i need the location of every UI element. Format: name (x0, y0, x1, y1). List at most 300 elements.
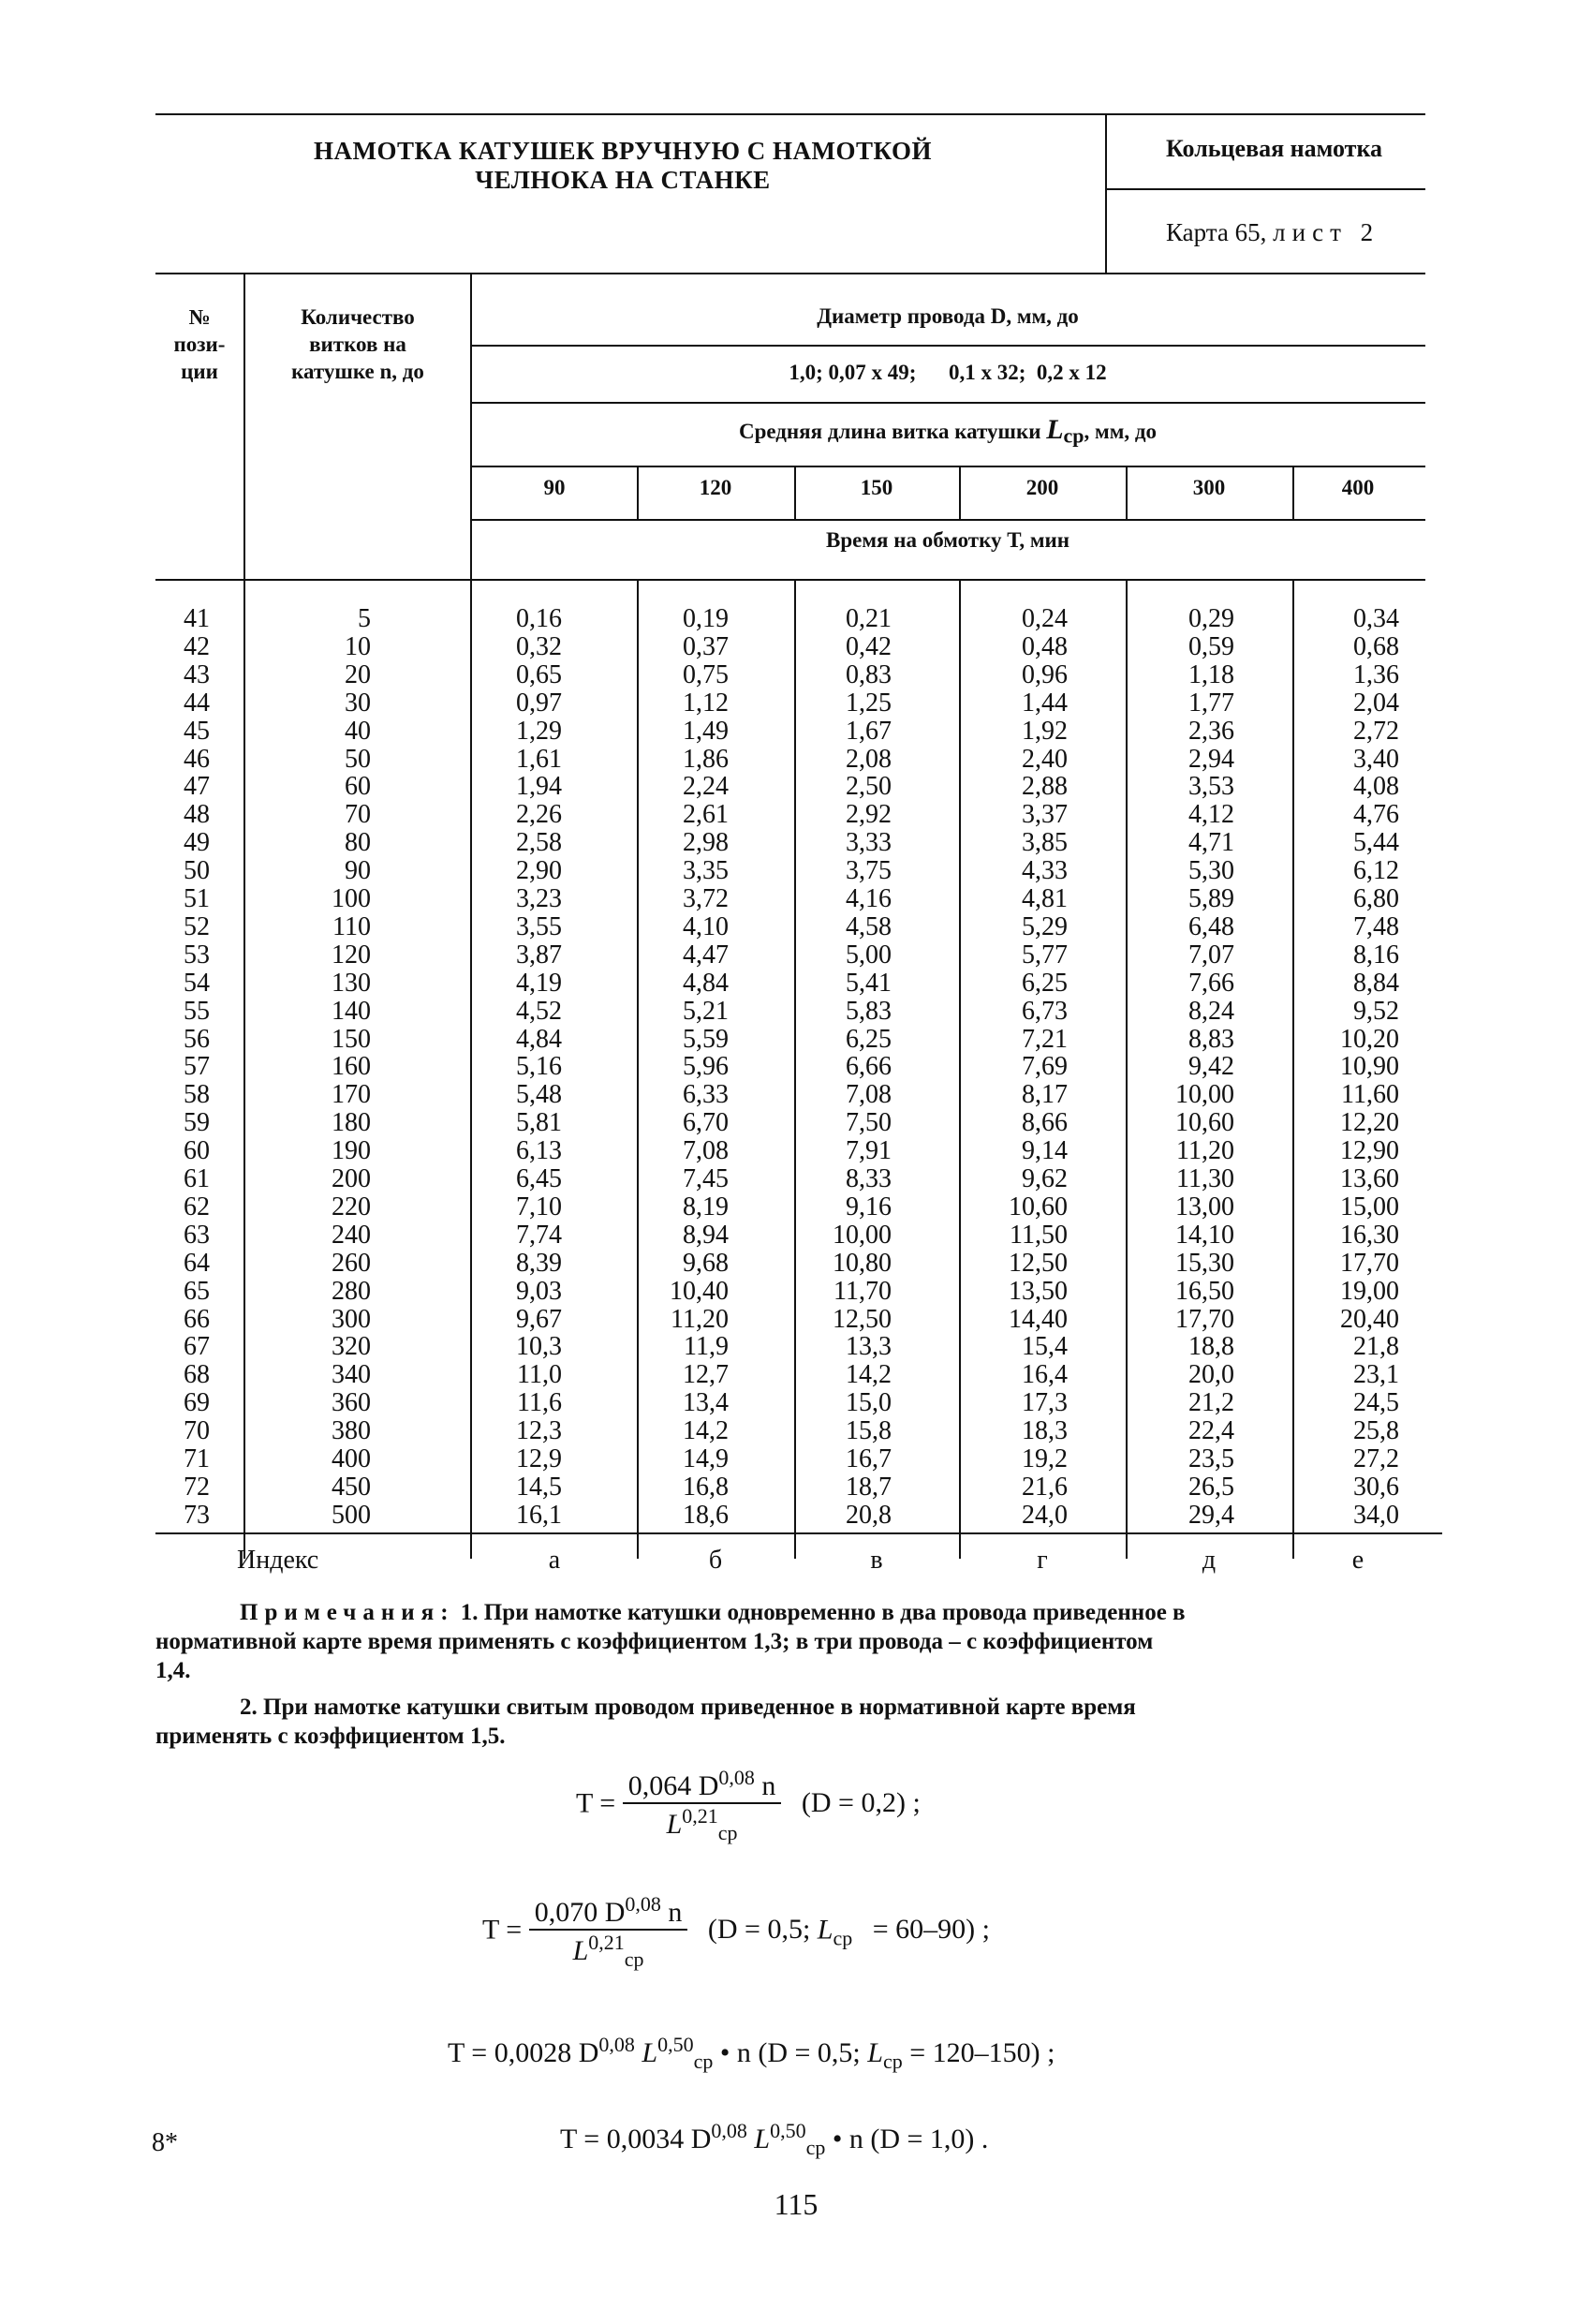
time-value: 1,25 (846, 688, 892, 718)
time-value: 15,4 (1022, 1332, 1068, 1362)
formula-2-num-tail: n (660, 1897, 683, 1928)
time-value: 8,66 (1022, 1108, 1068, 1138)
time-value: 7,08 (683, 1136, 729, 1166)
time-value: 18,6 (683, 1500, 729, 1530)
time-value: 4,52 (516, 996, 562, 1026)
time-value: 7,07 (1188, 940, 1234, 970)
note-2-text-b: применять с коэффициентом 1,5. (155, 1724, 506, 1749)
time-value: 14,10 (1175, 1220, 1234, 1250)
formula-3-text-b: • n (D = 0,5; (713, 2037, 861, 2068)
length-value: 400 (1341, 476, 1375, 499)
time-value: 10,20 (1340, 1024, 1399, 1054)
time-value: 30,6 (1353, 1472, 1399, 1502)
position-number: 41 (184, 604, 210, 633)
time-value: 4,19 (516, 968, 562, 998)
time-value: 7,91 (846, 1136, 892, 1166)
time-value: 0,48 (1022, 631, 1068, 661)
turns-count: 220 (332, 1192, 371, 1221)
index-value: в (870, 1546, 883, 1575)
time-value: 5,96 (683, 1052, 729, 1082)
index-value: г (1037, 1546, 1048, 1575)
formula-1-num-text: 0,064 D (627, 1770, 719, 1801)
position-number: 56 (184, 1024, 210, 1054)
time-value: 9,16 (846, 1192, 892, 1221)
position-number: 67 (184, 1332, 210, 1362)
time-head: Время на обмотку Т, мин (826, 528, 1069, 552)
time-value: 2,24 (683, 772, 729, 802)
turns-count: 300 (332, 1304, 371, 1334)
table-top-rule (155, 273, 1425, 274)
time-value: 13,00 (1175, 1192, 1234, 1221)
note-1-text-a: 1. При намотке катушки одновременно в два провода приведенное в (460, 1600, 1186, 1625)
header-right-rule (1107, 188, 1425, 190)
time-value: 4,84 (516, 1024, 562, 1054)
notes-label: Примечания: (240, 1600, 455, 1625)
time-value: 5,83 (846, 996, 892, 1026)
time-value: 1,61 (516, 744, 562, 774)
time-value: 5,30 (1188, 856, 1234, 886)
time-value: 8,84 (1353, 968, 1399, 998)
time-value: 12,9 (516, 1444, 562, 1473)
turns-count: 80 (345, 828, 371, 858)
time-value: 5,21 (683, 996, 729, 1026)
time-value: 3,75 (846, 856, 892, 886)
time-value: 15,00 (1340, 1192, 1399, 1221)
time-value: 2,58 (516, 828, 562, 858)
time-value: 26,5 (1188, 1472, 1234, 1502)
time-value: 15,0 (846, 1388, 892, 1418)
formula-2-fraction (529, 1892, 688, 1972)
time-value: 11,60 (1341, 1080, 1399, 1110)
turns-count: 60 (345, 772, 371, 802)
formula-4-L-sub: ср (805, 2136, 826, 2159)
turns-count: 170 (332, 1080, 371, 1110)
turns-count: 200 (332, 1164, 371, 1193)
formula-1-numerator (623, 1766, 782, 1804)
position-number: 65 (184, 1276, 210, 1306)
time-value: 3,87 (516, 940, 562, 970)
time-value: 5,81 (516, 1108, 562, 1138)
turns-count: 30 (345, 688, 371, 718)
time-value: 11,9 (684, 1332, 729, 1362)
formula-3-exp: 0,08 (598, 2033, 635, 2056)
formula-3 (448, 2033, 1055, 2074)
turns-count: 240 (332, 1220, 371, 1250)
time-value: 0,32 (516, 631, 562, 661)
col-head-position-line: пози- (173, 333, 226, 356)
turns-count: 380 (332, 1416, 371, 1446)
length-value: 90 (543, 476, 566, 499)
position-number: 58 (184, 1080, 210, 1110)
position-number: 44 (184, 688, 210, 718)
time-value: 0,97 (516, 688, 562, 718)
index-label: Индекс (237, 1546, 319, 1575)
time-value: 15,30 (1175, 1248, 1234, 1278)
formula-2-condition-b: = 60–90) ; (872, 1914, 990, 1946)
position-number: 71 (184, 1444, 210, 1473)
header-top-rule (155, 113, 1425, 115)
position-number: 66 (184, 1304, 210, 1334)
formula-2-condition-L: L (817, 1914, 833, 1946)
formula-2-den-L: L (572, 1935, 589, 1966)
position-number: 55 (184, 996, 210, 1026)
time-value: 2,26 (516, 800, 562, 830)
time-value: 0,59 (1188, 631, 1234, 661)
time-value: 14,9 (683, 1444, 729, 1473)
formula-2-lhs: T = (482, 1914, 523, 1946)
time-value: 10,80 (833, 1248, 892, 1278)
formula-2-condition-a: (D = 0,5; (707, 1914, 811, 1946)
note-1-text-b: нормативной карте время применять с коэффициентом 1,3; в три провода – с коэффициентом (155, 1629, 1154, 1654)
formula-3-L: L (642, 2037, 658, 2068)
time-value: 19,2 (1022, 1444, 1068, 1473)
length-values-rule (472, 519, 1425, 521)
time-value: 25,8 (1353, 1416, 1399, 1446)
time-value: 4,76 (1353, 800, 1399, 830)
position-number: 52 (184, 911, 210, 941)
time-value: 29,4 (1188, 1500, 1234, 1530)
time-value: 4,81 (1022, 884, 1068, 913)
time-value: 2,08 (846, 744, 892, 774)
col-head-turns-line: витков на (309, 333, 406, 356)
time-value: 1,36 (1353, 659, 1399, 689)
time-value: 12,20 (1340, 1108, 1399, 1138)
time-value: 11,50 (1010, 1220, 1068, 1250)
col-head-turns-line: Количество (301, 305, 415, 329)
time-value: 3,40 (1353, 744, 1399, 774)
time-value: 3,53 (1188, 772, 1234, 802)
time-value: 16,1 (516, 1500, 562, 1530)
length-value: 150 (860, 476, 893, 499)
time-value: 8,17 (1022, 1080, 1068, 1110)
time-value: 13,60 (1340, 1164, 1399, 1193)
time-value: 5,00 (846, 940, 892, 970)
length-head-prefix: Средняя длина витка катушки (738, 420, 1041, 443)
turns-count: 340 (332, 1360, 371, 1390)
time-value: 11,20 (671, 1304, 729, 1334)
time-value: 3,37 (1022, 800, 1068, 830)
turns-count: 360 (332, 1388, 371, 1418)
time-value: 1,77 (1188, 688, 1234, 718)
time-value: 2,92 (846, 800, 892, 830)
index-rule (155, 1532, 1442, 1534)
time-value: 4,12 (1188, 800, 1234, 830)
time-value: 10,90 (1340, 1052, 1399, 1082)
time-value: 11,30 (1176, 1164, 1234, 1193)
time-value: 2,88 (1022, 772, 1068, 802)
time-value: 1,29 (516, 716, 562, 746)
position-number: 54 (184, 968, 210, 998)
position-number: 48 (184, 800, 210, 830)
note-2-text-a: 2. При намотке катушки свитым проводом приведенное в нормативной карте время (240, 1695, 1136, 1720)
length-col-divider (1126, 466, 1128, 519)
time-value: 1,44 (1022, 688, 1068, 718)
time-value: 9,68 (683, 1248, 729, 1278)
time-value: 6,73 (1022, 996, 1068, 1026)
position-number: 53 (184, 940, 210, 970)
turns-count: 160 (332, 1052, 371, 1082)
time-value: 7,45 (683, 1164, 729, 1193)
formula-4-text-a: T = 0,0034 D (560, 2124, 712, 2154)
time-value: 10,40 (670, 1276, 729, 1306)
length-col-divider (1292, 466, 1294, 519)
turns-count: 50 (345, 744, 371, 774)
time-value: 9,52 (1353, 996, 1399, 1026)
time-value: 0,34 (1353, 604, 1399, 633)
formula-1-num-tail: n (754, 1770, 776, 1801)
col-head-position-line: ции (181, 360, 218, 383)
page-title (164, 137, 1082, 195)
diameter-rule (472, 345, 1425, 347)
time-value: 9,14 (1022, 1136, 1068, 1166)
time-value: 10,60 (1175, 1108, 1234, 1138)
time-value: 19,00 (1340, 1276, 1399, 1306)
length-sub: ср (1063, 423, 1084, 448)
time-value: 3,55 (516, 911, 562, 941)
time-value: 18,8 (1188, 1332, 1234, 1362)
time-value: 5,16 (516, 1052, 562, 1082)
length-value: 120 (699, 476, 732, 499)
turns-count: 10 (345, 631, 371, 661)
formula-1-denominator (623, 1804, 782, 1845)
note-1-line-a (155, 1598, 1448, 1627)
time-value: 6,45 (516, 1164, 562, 1193)
time-value: 8,16 (1353, 940, 1399, 970)
title-line-1: НАМОТКА КАТУШЕК ВРУЧНУЮ С НАМОТКОЙ (314, 137, 932, 165)
formula-2 (482, 1892, 990, 1972)
time-value: 2,50 (846, 772, 892, 802)
time-value: 6,48 (1188, 911, 1234, 941)
time-value: 0,29 (1188, 604, 1234, 633)
time-value: 9,62 (1022, 1164, 1068, 1193)
position-number: 42 (184, 631, 210, 661)
time-value: 3,72 (683, 884, 729, 913)
time-value: 8,94 (683, 1220, 729, 1250)
time-value: 22,4 (1188, 1416, 1234, 1446)
formula-2-den-exp: 0,21 (588, 1931, 625, 1954)
time-value: 12,90 (1340, 1136, 1399, 1166)
time-value: 6,33 (683, 1080, 729, 1110)
time-value: 21,6 (1022, 1472, 1068, 1502)
formula-3-L2: L (867, 2037, 883, 2068)
time-value: 4,58 (846, 911, 892, 941)
time-value: 21,8 (1353, 1332, 1399, 1362)
position-number: 72 (184, 1472, 210, 1502)
time-value: 14,40 (1009, 1304, 1068, 1334)
time-value: 8,24 (1188, 996, 1234, 1026)
time-value: 18,3 (1022, 1416, 1068, 1446)
time-value: 4,33 (1022, 856, 1068, 886)
time-value: 0,42 (846, 631, 892, 661)
time-value: 24,0 (1022, 1500, 1068, 1530)
time-value: 2,04 (1353, 688, 1399, 718)
position-number: 61 (184, 1164, 210, 1193)
time-value: 5,48 (516, 1080, 562, 1110)
time-value: 27,2 (1353, 1444, 1399, 1473)
time-value: 0,24 (1022, 604, 1068, 633)
turns-count: 110 (332, 911, 371, 941)
position-number: 57 (184, 1052, 210, 1082)
time-value: 21,2 (1188, 1388, 1234, 1418)
time-value: 6,25 (1022, 968, 1068, 998)
time-value: 2,40 (1022, 744, 1068, 774)
time-value: 1,94 (516, 772, 562, 802)
card-sheet: лист 2 (1273, 218, 1380, 246)
time-value: 14,2 (683, 1416, 729, 1446)
index-value: б (708, 1546, 723, 1575)
position-number: 50 (184, 856, 210, 886)
time-value: 5,41 (846, 968, 892, 998)
formula-2-denominator (529, 1931, 688, 1972)
position-number: 62 (184, 1192, 210, 1221)
turns-count: 120 (332, 940, 371, 970)
time-value: 2,98 (683, 828, 729, 858)
formula-4 (560, 2119, 988, 2160)
time-value: 9,67 (516, 1304, 562, 1334)
col-divider-pos (243, 273, 245, 1559)
length-col-divider (637, 466, 639, 519)
time-value: 4,08 (1353, 772, 1399, 802)
time-value: 4,84 (683, 968, 729, 998)
time-value: 17,3 (1022, 1388, 1068, 1418)
time-value: 11,6 (517, 1388, 562, 1418)
time-value: 7,08 (846, 1080, 892, 1110)
time-value: 7,21 (1022, 1024, 1068, 1054)
time-value: 8,33 (846, 1164, 892, 1193)
length-head (472, 414, 1423, 449)
time-value: 14,5 (516, 1472, 562, 1502)
winding-type: Кольцевая намотка (1166, 135, 1383, 162)
time-value: 1,67 (846, 716, 892, 746)
time-value: 6,80 (1353, 884, 1399, 913)
position-number: 49 (184, 828, 210, 858)
time-value: 12,7 (683, 1360, 729, 1390)
time-value: 0,68 (1353, 631, 1399, 661)
formula-4-L: L (754, 2124, 771, 2154)
time-value: 12,50 (833, 1304, 892, 1334)
time-value: 4,71 (1188, 828, 1234, 858)
position-number: 59 (184, 1108, 210, 1138)
col-head-turns (245, 303, 470, 385)
signature-mark: 8* (152, 2128, 178, 2157)
length-value: 200 (1025, 476, 1059, 499)
turns-count: 150 (332, 1024, 371, 1054)
time-value: 11,70 (833, 1276, 892, 1306)
time-value: 10,00 (833, 1220, 892, 1250)
time-value: 13,4 (683, 1388, 729, 1418)
formula-2-den-sub: ср (624, 1947, 644, 1971)
time-value: 3,23 (516, 884, 562, 913)
position-number: 73 (184, 1500, 210, 1530)
time-value: 9,42 (1188, 1052, 1234, 1082)
index-value: е (1351, 1546, 1364, 1575)
time-value: 13,3 (846, 1332, 892, 1362)
formula-4-exp: 0,08 (711, 2119, 747, 2142)
time-value: 2,36 (1188, 716, 1234, 746)
time-value: 14,2 (846, 1360, 892, 1390)
time-value: 6,25 (846, 1024, 892, 1054)
time-value: 0,21 (846, 604, 892, 633)
turns-count: 100 (332, 884, 371, 913)
time-value: 11,0 (517, 1360, 562, 1390)
time-value: 16,50 (1175, 1276, 1234, 1306)
time-value: 20,40 (1340, 1304, 1399, 1334)
formula-3-text-a: T = 0,0028 D (448, 2037, 599, 2068)
time-value: 16,7 (846, 1444, 892, 1473)
time-value: 5,77 (1022, 940, 1068, 970)
turns-count: 20 (345, 659, 371, 689)
position-number: 69 (184, 1388, 210, 1418)
formula-1-fraction (623, 1766, 782, 1845)
time-value: 6,66 (846, 1052, 892, 1082)
formula-1-den-sub: ср (717, 1821, 738, 1844)
formula-3-L-sub: ср (693, 2050, 714, 2073)
turns-count: 40 (345, 716, 371, 746)
index-value: а (548, 1546, 561, 1575)
time-value: 23,5 (1188, 1444, 1234, 1473)
turns-count: 450 (332, 1472, 371, 1502)
length-value: 300 (1192, 476, 1226, 499)
time-value: 1,12 (683, 688, 729, 718)
turns-count: 130 (332, 968, 371, 998)
time-value: 0,37 (683, 631, 729, 661)
time-value: 0,65 (516, 659, 562, 689)
formula-1-num-exp: 0,08 (718, 1766, 755, 1789)
time-value: 2,72 (1353, 716, 1399, 746)
time-value: 5,89 (1188, 884, 1234, 913)
time-value: 8,19 (683, 1192, 729, 1221)
time-value: 10,00 (1175, 1080, 1234, 1110)
length-rule-top (472, 402, 1425, 404)
time-value: 20,0 (1188, 1360, 1234, 1390)
length-col-divider (959, 466, 961, 519)
time-value: 3,33 (846, 828, 892, 858)
turns-count: 90 (345, 856, 371, 886)
time-value: 5,44 (1353, 828, 1399, 858)
index-value: д (1202, 1546, 1217, 1575)
time-value: 6,13 (516, 1136, 562, 1166)
length-symbol: L (1046, 414, 1064, 445)
time-value: 7,66 (1188, 968, 1234, 998)
formula-1-den-exp: 0,21 (682, 1804, 718, 1828)
formula-2-condition-sub: ср (833, 1926, 853, 1950)
formula-3-text-c: = 120–150) ; (909, 2037, 1055, 2068)
turns-count: 5 (358, 604, 371, 633)
time-value: 0,19 (683, 604, 729, 633)
time-value: 6,70 (683, 1108, 729, 1138)
position-number: 47 (184, 772, 210, 802)
time-value: 0,96 (1022, 659, 1068, 689)
time-value: 2,61 (683, 800, 729, 830)
turns-count: 180 (332, 1108, 371, 1138)
formula-2-num-text: 0,070 D (534, 1897, 626, 1928)
time-value: 2,90 (516, 856, 562, 886)
time-value: 20,8 (846, 1500, 892, 1530)
turns-count: 260 (332, 1248, 371, 1278)
time-value: 7,48 (1353, 911, 1399, 941)
col-head-turns-line: катушке n, до (291, 360, 424, 383)
position-number: 70 (184, 1416, 210, 1446)
turns-count: 190 (332, 1136, 371, 1166)
time-value: 15,8 (846, 1416, 892, 1446)
formula-2-num-exp: 0,08 (625, 1892, 661, 1916)
time-value: 24,5 (1353, 1388, 1399, 1418)
time-value: 1,18 (1188, 659, 1234, 689)
formula-1-lhs: T = (576, 1787, 616, 1819)
time-value: 10,3 (516, 1332, 562, 1362)
page-number: 115 (774, 2187, 819, 2221)
formula-1-den-L: L (666, 1809, 683, 1840)
